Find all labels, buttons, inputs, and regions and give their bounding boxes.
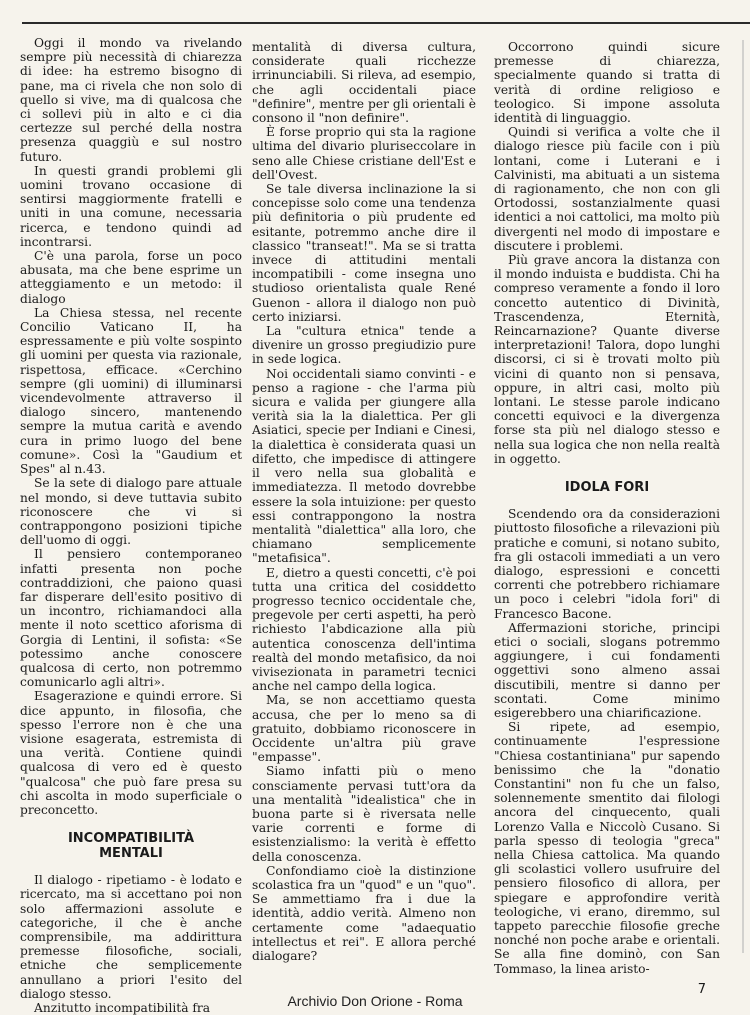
paragraph: La Chiesa stessa, nel recente Concilio Vaticano II, ha espressamente e più volte sospinto gli uomini per questa via razionale, rispettosa, efficace. «Cerchino sempre (gli uomini) di illuminarsi vicendevolmente attraverso il dialogo sincero, mantenendo sempre la mutua carità e avendo cura in primo luogo del bene comune». Così la "Gaudium et Spes" al n.43. — [20, 305, 242, 477]
paragraph: Il dialogo - ripetiamo - è lodato e ricercato, ma si accettano poi non solo affermazioni assolute e categoriche, il che è anche comprensibile, ma addirittura premesse filosofiche, sociali, etniche che semplicemente annullano a priori l'esito del dialogo stesso. — [20, 873, 242, 1001]
paragraph: Occorrono quindi sicure premesse di chiarezza, specialmente quando si tratta di verità di ordine religioso e teologico. Si impone assoluta identità di linguaggio. — [494, 40, 720, 126]
paragraph: Scendendo ora da considerazioni piuttosto filosofiche a rilevazioni più pratiche e comuni, si notano subito, fra gli ostacoli immediati a un vero dialogo, espressioni e concetti correnti che potrebbero richiamare un poco i celebri "idola fori" di Francesco Bacone. — [494, 507, 720, 621]
heading-line: INCOMPATIBILITÀ — [67, 831, 195, 847]
paragraph: Più grave ancora la distanza con il mondo induista e buddista. Chi ha compreso veramente a fondo il loro concetto autentico di Divinità, Trascendenza, Eternità, Reincarnazione? Quante diverse interpretazioni! Talora, dopo lunghi discorsi, ci si è trovati molto più vicini di quanto non si pensava, oppure, in altri casi, molto più lontani. Le stesse parole indicano concetti equivoci e la divergenza forse sta più nel dialogo stesso e nella sua logica che non nella realtà in oggetto. — [494, 253, 720, 466]
paragraph: Affermazioni storiche, principi etici o sociali, slogans potremmo aggiungere, i cui fondamenti oggettivi sono almeno assai discutibili, mentre si danno per scontati. Come minimo esigerebbero una chiarificazione. — [494, 620, 720, 720]
section-heading-idola-fori — [494, 480, 720, 495]
paragraph: Ma, se non accettiamo questa accusa, che per lo meno sa di gratuito, dobbiamo riconoscere in Occidente un'altra più grave "empasse". — [252, 693, 476, 765]
page-edge-shadow — [742, 40, 744, 953]
paragraph: La "cultura etnica" tende a divenire un grosso pregiudizio pure in sede logica. — [252, 324, 476, 367]
heading-line: IDOLA FORI — [564, 480, 650, 496]
paragraph: Confondiamo cioè la distinzione scolastica fra un "quod" e un "quo". Se ammettiamo fra i due la identità, addio verità. Almeno non certamente come "adaequatio intellectus et rei". E allora perché dialogare? — [252, 863, 476, 963]
paragraph: È forse proprio qui sta la ragione ultima del divario pluriseccolare in seno alle Chiese cristiane dell'Est e dell'Ovest. — [252, 125, 476, 182]
column-3 — [494, 40, 720, 976]
paragraph: In questi grandi problemi gli uomini trovano occasione di sentirsi maggiormente fratelli e uniti in una comune, necessaria ricerca, e tendono quindi ad incontrarsi. — [20, 163, 242, 249]
paragraph: Esagerazione e quindi errore. Si dice appunto, in filosofia, che spesso l'errore non è che una visione esagerata, estremista di una verità. Contiene quindi qualcosa di vero ed è questo "qualcosa" che può fare presa su chi ascolta in modo superficiale o preconcetto. — [20, 689, 242, 817]
paragraph: Se la sete di dialogo pare attuale nel mondo, si deve tuttavia subito riconoscere che vi si contrappongono posizioni tipiche dell'uomo di oggi. — [20, 476, 242, 548]
section-heading-incompatibilita — [20, 831, 242, 861]
archive-footer: Archivio Don Orione - Roma — [287, 993, 463, 1009]
page-number: 7 — [697, 982, 706, 997]
paragraph: Il pensiero contemporaneo infatti presenta non poche contraddizioni, che paiono quasi far disperare dell'esito positivo di un incontro, richiamandoci alla mente il noto scettico aforisma di Gorgia di Lentini, il sofista: «Se potessimo anche conoscere qualcosa di certo, non potremmo comunicarlo agli altri». — [20, 547, 242, 690]
paragraph: E, dietro a questi concetti, c'è poi tutta una critica del cosiddetto progresso tecnico occidentale che, pregevole per certi aspetti, ha però richiesto l'abdicazione alla più autentica conoscenza dell'intima realtà del mondo metafisico, da noi vivisezionata in parametri tecnici anche nel campo della logica. — [252, 565, 476, 694]
paragraph: Se tale diversa inclinazione la si concepisse solo come una tendenza più definitoria o più prudente ed esitante, potremmo anche dire il classico "transeat!". Ma se si tratta invece di attitudini mentali incompatibili - come insegna uno studioso orientalista quale René Guenon - allora il dialogo non può certo iniziarsi. — [252, 182, 476, 324]
column-2 — [252, 40, 476, 963]
paragraph: Oggi il mondo va rivelando sempre più necessità di chiarezza di idee: ha estremo bisogno di pane, ma ci rivela che non solo di quello si vive, ma di qualcosa che ci sollevi più in alto e ci dia certezze sul perché della nostra presenza quaggiù e sul nostro futuro. — [20, 36, 242, 164]
paragraph: Anzitutto incompatibilità fra — [34, 1001, 211, 1015]
paragraph: C'è una parola, forse un poco abusata, ma che bene esprime un atteggiamento e un metodo: il dialogo — [20, 249, 242, 306]
heading-line: MENTALI — [99, 846, 163, 862]
paragraph: Noi occidentali siamo convinti - e penso a ragione - che l'arma più sicura e valida per giungere alla verità sia la la dialettica. Per gli Asiatici, specie per Indiani e Cinesi, la dialettica è considerata quasi un difetto, che impedisce di attingere il vero nella sua globalità e immediatezza. Il metodo dovrebbe essere la sola intuizione: per questo essi contrappongono la nostra mentalità "dialettica" alla loro, che chiamano semplicemente "metafisica". — [252, 366, 476, 566]
column-1 — [20, 36, 242, 1015]
top-rule — [22, 22, 750, 24]
paragraph: Si ripete, ad esempio, continuamente l'espressione "Chiesa costantiniana" pur sapendo benissimo che la "donatio Constantini" non fu che un falso, solennemente smentito dai filologi ancora del cinquecento, quali Lorenzo Valla e Niccolò Cusano. Si parla spesso di teologia "greca" nella Chiesa cattolica. Ma quando gli scolastici vollero usufruire del pensiero filosofico di allora, per spiegare e approfondire verità teologiche, vi erano, diremmo, sul tappeto parecchie filosofie greche nonché non poche arabe e orientali. Se alla fine dominò, con San Tommaso, la linea aristo- — [494, 720, 720, 976]
paragraph: mentalità di diversa cultura, considerate quali ricchezze irrinunciabili. Si rileva, ad esempio, che agli occidentali piace "definire", mentre per gli orientali è consono il "non definire". — [252, 40, 476, 126]
paragraph: Siamo infatti più o meno consciamente pervasi tutt'ora da una mentalità "idealistica" che in buona parte si è riversata nelle varie correnti e forme di esistenzialismo: la verità è effetto della conoscenza. — [252, 764, 476, 864]
paragraph: Quindi si verifica a volte che il dialogo riesce più facile con i più lontani, come i Luterani e i Calvinisti, ma abituati a un sistema di ragionamento, che non con gli Ortodossi, sostanzialmente quasi identici a noi cattolici, ma molto più divergenti nel modo di impostare e discutere i problemi. — [494, 125, 720, 253]
